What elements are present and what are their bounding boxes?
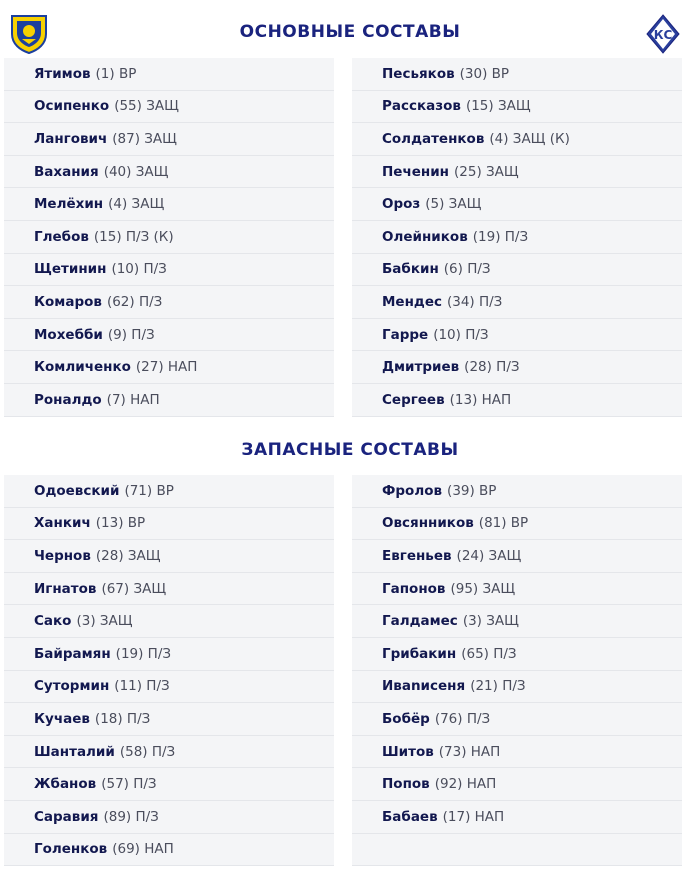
player-meta: (34) П/З xyxy=(446,293,503,310)
list-item xyxy=(4,254,334,287)
list-item xyxy=(352,573,682,606)
player-name: Вахания xyxy=(34,163,99,180)
away-main-lineup xyxy=(352,58,682,417)
player-meta: (87) ЗАЩ xyxy=(112,130,177,147)
player-meta: (71) ВР xyxy=(124,482,174,499)
player-meta: (24) ЗАЩ xyxy=(456,547,522,564)
player-meta: (28) П/З xyxy=(464,359,520,376)
player-name: Гарре xyxy=(382,326,429,343)
list-item xyxy=(352,91,682,124)
player-name: Фролов xyxy=(382,482,443,499)
player-name: Овсянников xyxy=(382,515,474,532)
list-item xyxy=(352,605,682,638)
player-name: Сергеев xyxy=(382,391,445,408)
list-item xyxy=(352,123,682,156)
player-name: Роналдо xyxy=(34,391,102,408)
list-item xyxy=(4,58,334,91)
player-name: Бабаев xyxy=(382,808,438,825)
player-meta: (30) ВР xyxy=(459,65,510,82)
player-name: Гапонов xyxy=(382,580,446,597)
list-item xyxy=(4,801,334,834)
player-name: Шанталий xyxy=(34,743,115,760)
list-item xyxy=(352,319,682,352)
list-item xyxy=(352,736,682,769)
player-name: Солдатенков xyxy=(382,130,485,147)
player-name: Чернов xyxy=(34,547,91,564)
player-name: Бобёр xyxy=(382,710,430,727)
list-item xyxy=(4,768,334,801)
player-name: Осипенко xyxy=(34,98,110,115)
player-name: Печенин xyxy=(382,163,449,180)
player-name: Мелёхин xyxy=(34,196,104,213)
player-name: Саравия xyxy=(34,808,99,825)
list-item xyxy=(352,221,682,254)
list-item xyxy=(352,384,682,417)
player-name: Мендес xyxy=(382,293,442,310)
player-meta: (67) ЗАЩ xyxy=(101,580,167,597)
player-meta: (18) П/З xyxy=(94,710,151,727)
list-item xyxy=(4,736,334,769)
home-main-lineup xyxy=(4,58,334,417)
player-meta: (55) ЗАЩ xyxy=(114,98,179,115)
player-meta: (3) ЗАЩ xyxy=(76,613,133,630)
player-name: Дмитриев xyxy=(382,359,460,376)
player-meta: (7) НАП xyxy=(106,391,160,408)
player-meta: (57) П/З xyxy=(101,776,157,793)
list-item xyxy=(4,573,334,606)
player-name: Мохебби xyxy=(34,326,103,343)
player-name: Рассказов xyxy=(382,98,461,115)
player-meta: (92) НАП xyxy=(434,776,497,793)
list-item xyxy=(352,801,682,834)
list-item xyxy=(4,671,334,704)
player-meta: (73) НАП xyxy=(438,743,501,760)
player-meta: (27) НАП xyxy=(135,359,198,376)
list-item xyxy=(4,508,334,541)
player-meta: (95) ЗАЩ xyxy=(450,580,516,597)
player-meta: (89) П/З xyxy=(103,808,159,825)
list-item xyxy=(4,834,334,867)
list-item xyxy=(4,475,334,508)
list-item xyxy=(4,638,334,671)
player-meta: (62) П/З xyxy=(106,293,163,310)
player-meta: (15) П/З (К) xyxy=(93,228,174,245)
svg-text:КС: КС xyxy=(653,28,673,42)
list-item xyxy=(352,188,682,221)
player-name: Игнатов xyxy=(34,580,97,597)
player-meta: (17) НАП xyxy=(442,808,505,825)
list-item xyxy=(4,351,334,384)
list-item xyxy=(4,540,334,573)
list-item xyxy=(4,703,334,736)
player-name: Комличенко xyxy=(34,359,131,376)
player-meta: (21) П/З xyxy=(470,678,526,695)
list-item xyxy=(352,508,682,541)
list-item xyxy=(4,319,334,352)
list-item xyxy=(352,703,682,736)
player-meta: (25) ЗАЩ xyxy=(454,163,519,180)
player-meta: (65) П/З xyxy=(461,645,517,662)
player-name: Ханкич xyxy=(34,515,91,532)
player-name: Сако xyxy=(34,613,72,630)
player-name: Глебов xyxy=(34,228,89,245)
list-item xyxy=(352,671,682,704)
player-meta: (76) П/З xyxy=(434,710,491,727)
player-name: Голенков xyxy=(34,841,108,858)
player-meta: (10) П/З xyxy=(111,261,167,278)
player-name: Ивanисеня xyxy=(382,678,466,695)
player-meta: (39) ВР xyxy=(447,482,497,499)
list-item xyxy=(4,605,334,638)
main-lineups-heading: ОСНОВНЫЕ СОСТАВЫ xyxy=(239,22,461,42)
player-meta: (6) П/З xyxy=(443,261,491,278)
player-name: Шитов xyxy=(382,743,434,760)
player-meta: (28) ЗАЩ xyxy=(95,547,161,564)
list-item xyxy=(4,156,334,189)
substitutes-heading: ЗАПАСНЫЕ СОСТАВЫ xyxy=(241,440,459,460)
player-meta: (19) П/З xyxy=(472,228,529,245)
list-item xyxy=(352,540,682,573)
list-item xyxy=(4,188,334,221)
player-meta: (9) П/З xyxy=(107,326,155,343)
player-meta: (69) НАП xyxy=(112,841,174,858)
player-meta: (10) П/З xyxy=(433,326,489,343)
away-substitutes xyxy=(352,475,682,866)
list-item xyxy=(352,286,682,319)
player-name: Лангович xyxy=(34,130,108,147)
player-meta: (4) ЗАЩ (К) xyxy=(489,130,570,147)
player-meta: (11) П/З xyxy=(114,678,170,695)
list-item xyxy=(352,638,682,671)
list-item xyxy=(4,221,334,254)
player-name: Ятимов xyxy=(34,65,91,82)
list-item xyxy=(352,351,682,384)
player-meta: (58) П/З xyxy=(119,743,176,760)
player-meta: (15) ЗАЩ xyxy=(465,98,531,115)
list-item xyxy=(352,156,682,189)
player-meta: (40) ЗАЩ xyxy=(103,163,169,180)
player-meta: (5) ЗАЩ xyxy=(425,196,482,213)
player-name: Олейников xyxy=(382,228,468,245)
list-item xyxy=(4,91,334,124)
player-meta: (13) ВР xyxy=(95,515,146,532)
list-item xyxy=(352,58,682,91)
home-substitutes xyxy=(4,475,334,866)
player-name: Бабкин xyxy=(382,261,439,278)
list-item xyxy=(4,286,334,319)
list-item xyxy=(352,475,682,508)
player-meta: (4) ЗАЩ xyxy=(108,196,165,213)
player-name: Ороз xyxy=(382,196,421,213)
player-name: Одоевский xyxy=(34,482,120,499)
player-meta: (1) ВР xyxy=(95,65,137,82)
list-item xyxy=(4,123,334,156)
list-item xyxy=(4,384,334,417)
player-meta: (13) НАП xyxy=(449,391,512,408)
player-name: Щетинин xyxy=(34,261,107,278)
list-item xyxy=(352,254,682,287)
player-name: Песьяков xyxy=(382,65,455,82)
player-name: Кучаев xyxy=(34,710,90,727)
player-name: Попов xyxy=(382,776,430,793)
player-name: Грибакин xyxy=(382,645,457,662)
list-item xyxy=(352,768,682,801)
empty-list-item xyxy=(352,834,682,867)
player-name: Сутормин xyxy=(34,678,110,695)
player-name: Жбанов xyxy=(34,776,97,793)
player-meta: (3) ЗАЩ xyxy=(462,613,519,630)
player-meta: (81) ВР xyxy=(478,515,529,532)
player-name: Комаров xyxy=(34,293,102,310)
player-name: Галдамес xyxy=(382,613,458,630)
player-meta: (19) П/З xyxy=(115,645,172,662)
player-name: Евгеньев xyxy=(382,547,452,564)
player-name: Байрамян xyxy=(34,645,111,662)
